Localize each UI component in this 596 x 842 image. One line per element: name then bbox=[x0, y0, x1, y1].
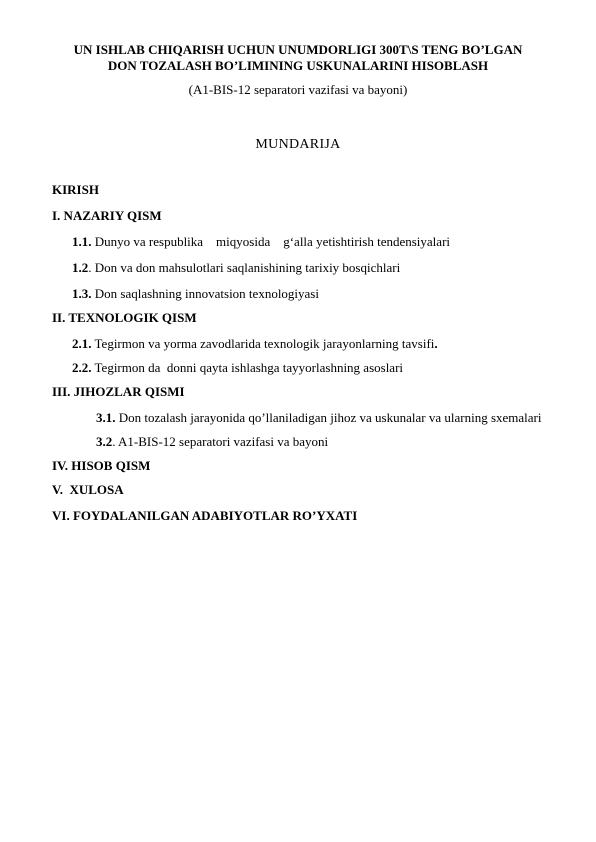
toc-number: 1.3. bbox=[72, 286, 92, 301]
toc-entry-section-3: III. JIHOZLAR QISMI bbox=[52, 384, 185, 399]
toc-entry-text: Dunyo va respublika miqyosida g‘alla yetishtirish tendensiyalari bbox=[94, 234, 451, 249]
toc-entry-2-2 bbox=[72, 360, 403, 376]
toc-entry-3-1 bbox=[96, 410, 541, 426]
document-title-line-2: DON TOZALASH BO’LIMINING USKUNALARINI HISOBLASH bbox=[107, 58, 489, 73]
toc-entry-text: . A1-BIS-12 separatori vazifasi va bayoni bbox=[112, 434, 329, 449]
toc-number: 3.2 bbox=[96, 434, 113, 449]
toc-entry-section-1: I. NAZARIY QISM bbox=[52, 208, 162, 223]
document-subtitle: (A1-BIS-12 separatori vazifasi va bayoni) bbox=[188, 82, 408, 97]
toc-entry-section-4: IV. HISOB QISM bbox=[52, 458, 151, 473]
toc-entry-3-2 bbox=[96, 434, 328, 450]
toc-entry-1-3 bbox=[72, 286, 319, 302]
toc-entry-text: Tegirmon va yorma zavodlarida texnologik jarayonlarning tavsifi bbox=[91, 336, 435, 351]
document-title-line-1: UN ISHLAB CHIQARISH UCHUN UNUMDORLIGI 300T\S TENG BO’LGAN bbox=[73, 42, 523, 57]
toc-number: 3.1. bbox=[96, 410, 116, 425]
toc-entry-1-2 bbox=[72, 260, 400, 276]
toc-entry-text: Tegirmon da donni qayta ishlashga tayyorlashning asoslari bbox=[91, 360, 404, 375]
toc-heading: MUNDARIJA bbox=[255, 137, 341, 152]
toc-entry-text: . Don va don mahsulotlari saqlanishining tarixiy bosqichlari bbox=[88, 260, 401, 275]
toc-number: 1.1. bbox=[72, 234, 92, 249]
toc-entry-1-1 bbox=[72, 234, 450, 250]
toc-entry-kirish: KIRISH bbox=[52, 182, 99, 197]
toc-entry-period: . bbox=[434, 336, 438, 351]
toc-entry-section-6: VI. FOYDALANILGAN ADABIYOTLAR RO’YXATI bbox=[52, 508, 358, 523]
toc-entry-section-2: II. TEXNOLOGIK QISM bbox=[52, 310, 197, 325]
toc-number: 1.2 bbox=[72, 260, 89, 275]
toc-entry-text: Don saqlashning innovatsion texnologiyasi bbox=[91, 286, 319, 301]
toc-entry-text: Don tozalash jarayonida qo’llaniladigan jihoz va uskunalar va ularning sxemalari bbox=[115, 410, 542, 425]
toc-number: 2.1. bbox=[72, 336, 92, 351]
toc-entry-section-5: V. XULOSA bbox=[52, 482, 124, 497]
toc-entry-2-1 bbox=[72, 336, 438, 352]
toc-number: 2.2. bbox=[72, 360, 92, 375]
